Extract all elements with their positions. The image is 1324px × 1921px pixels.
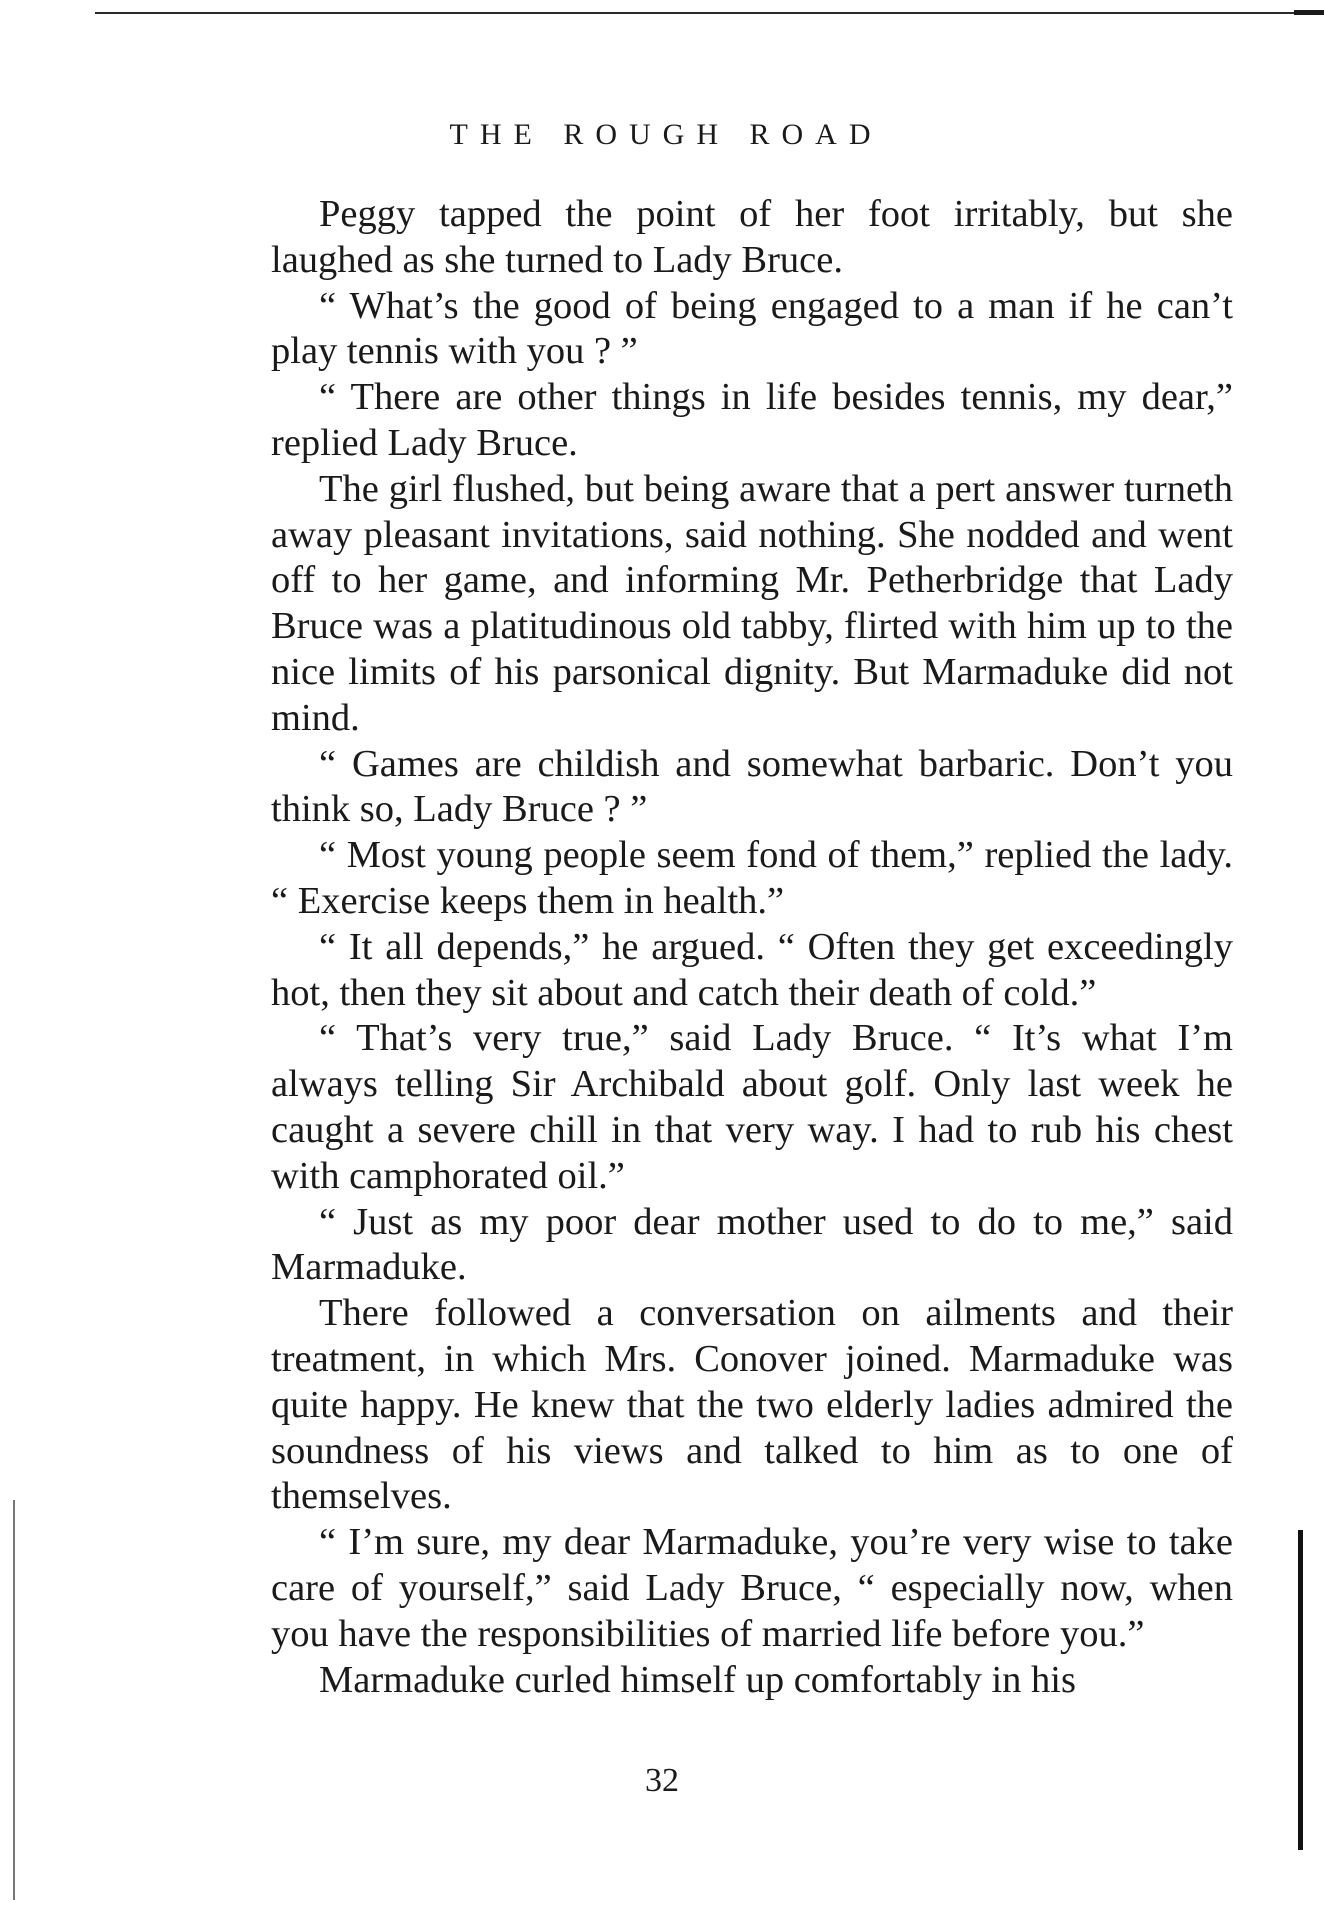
- paragraph: The girl flushed, but being aware that a pert answer turneth away pleasant invitations, said nothing. She nodded and went off to her game, and informing Mr. Petherbridge that Lady Bruce was a platitudinous old tabby, flirted with him up to the nice limits of his parsonical dignity. But Marmaduke did not mind.: [271, 467, 1233, 739]
- scan-edge-right: [1298, 1530, 1303, 1850]
- top-rule: [95, 12, 1324, 14]
- paragraph: Peggy tapped the point of her foot irritably, but she laughed as she turned to Lady Bruce.: [271, 193, 1233, 281]
- paragraph-last: Marmaduke curled himself up comfortably in his: [319, 1658, 1076, 1701]
- paragraph: “ There are other things in life besides tennis, my dear,” replied Lady Bruce.: [271, 376, 1233, 464]
- paragraph: “ Just as my poor dear mother used to do to me,” said Marmaduke.: [271, 1200, 1233, 1289]
- page-number: 32: [645, 1762, 679, 1799]
- paragraph: “ Games are childish and somewhat barbaric. Don’t you think so, Lady Bruce ? ”: [271, 742, 1233, 831]
- paragraph: “ Most young people seem fond of them,” replied the lady. “ Exercise keeps them in health.”: [271, 834, 1233, 922]
- paragraph: There followed a conversation on ailments and their treatment, in which Mrs. Conover joined. Marmaduke was quite happy. He knew that the two elderly ladies admired the soundness of his views and talked to him as to one of themselves.: [271, 1292, 1233, 1518]
- paragraph: “ It all depends,” he argued. “ Often they get exceedingly hot, then they sit about and catch their death of cold.”: [271, 925, 1233, 1014]
- paragraph: “ What’s the good of being engaged to a man if he can’t play tennis with you ? ”: [271, 284, 1233, 373]
- running-head: THE ROUGH ROAD: [449, 118, 883, 151]
- paragraph: “ That’s very true,” said Lady Bruce. “ It’s what I’m always telling Sir Archibald about golf. Only last week he caught a severe chill in that very way. I had to rub his chest with camphorated oil.”: [271, 1017, 1233, 1197]
- body-text: [271, 192, 1233, 1703]
- paragraph: “ I’m sure, my dear Marmaduke, you’re very wise to take care of yourself,” said Lady Bruce, “ especially now, when you have the responsibilities of married life before you.”: [271, 1521, 1233, 1655]
- scan-edge-left: [13, 1500, 15, 1900]
